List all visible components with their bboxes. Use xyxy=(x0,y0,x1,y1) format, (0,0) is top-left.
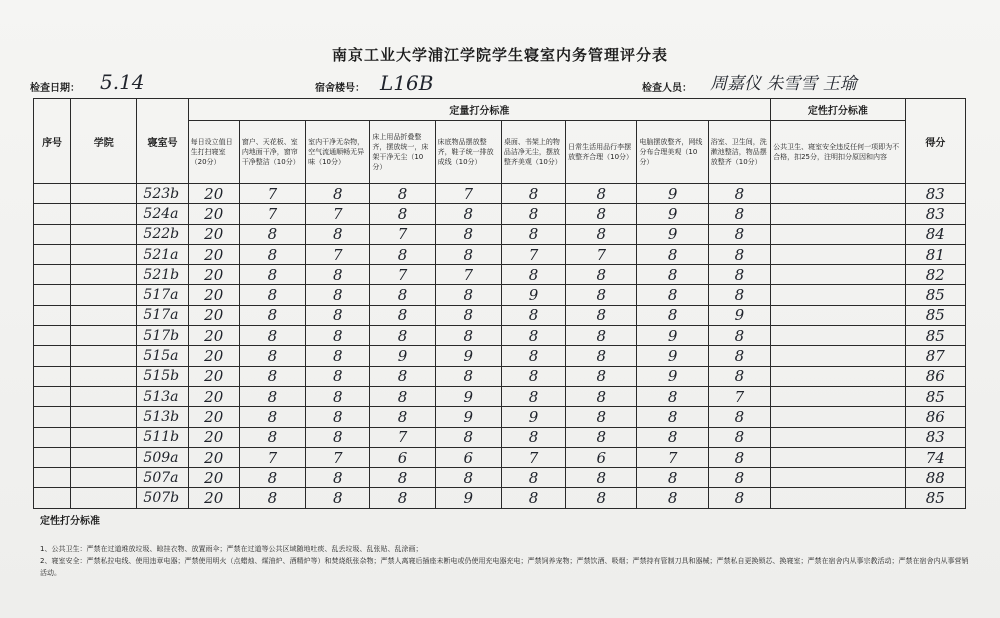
college-cell xyxy=(71,184,137,204)
qualitative-cell xyxy=(771,224,906,244)
room-cell: 509a xyxy=(137,447,188,467)
score-cell: 8 xyxy=(566,326,637,346)
score-cell: 9 xyxy=(637,326,708,346)
qualitative-cell xyxy=(771,184,906,204)
header-index: 序号 xyxy=(34,99,71,184)
score-cell: 8 xyxy=(566,265,637,285)
score-cell: 8 xyxy=(370,244,435,264)
info-row xyxy=(30,70,965,100)
score-cell: 8 xyxy=(566,204,637,224)
qualitative-cell xyxy=(771,386,906,406)
table-row xyxy=(34,305,966,325)
score-cell: 8 xyxy=(501,184,565,204)
score-cell: 8 xyxy=(637,305,708,325)
footer-notes xyxy=(40,512,970,579)
index-cell xyxy=(34,265,71,285)
room-cell: 517a xyxy=(137,285,188,305)
score-cell: 8 xyxy=(370,386,435,406)
criterion-header: 每日设立值日生打扫寝室（20分） xyxy=(188,121,239,184)
total-cell: 85 xyxy=(905,386,965,406)
score-cell: 8 xyxy=(501,305,565,325)
college-cell xyxy=(71,326,137,346)
index-cell xyxy=(34,407,71,427)
score-cell: 6 xyxy=(435,447,501,467)
table-row xyxy=(34,184,966,204)
table-row xyxy=(34,204,966,224)
college-cell xyxy=(71,285,137,305)
score-cell: 8 xyxy=(501,366,565,386)
qualitative-cell xyxy=(771,285,906,305)
qualitative-cell xyxy=(771,488,906,508)
total-cell: 85 xyxy=(905,326,965,346)
index-cell xyxy=(34,447,71,467)
score-cell: 8 xyxy=(637,244,708,264)
score-cell: 8 xyxy=(566,468,637,488)
score-cell: 20 xyxy=(188,386,239,406)
score-cell: 8 xyxy=(370,305,435,325)
score-cell: 8 xyxy=(435,285,501,305)
score-cell: 8 xyxy=(566,366,637,386)
score-cell: 8 xyxy=(501,468,565,488)
room-cell: 517b xyxy=(137,326,188,346)
score-cell: 8 xyxy=(708,326,770,346)
score-cell: 7 xyxy=(501,244,565,264)
table-row xyxy=(34,285,966,305)
score-cell: 8 xyxy=(435,366,501,386)
room-cell: 521b xyxy=(137,265,188,285)
total-cell: 83 xyxy=(905,184,965,204)
qualitative-cell xyxy=(771,346,906,366)
score-cell: 7 xyxy=(708,386,770,406)
table-row xyxy=(34,447,966,467)
room-cell: 515b xyxy=(137,366,188,386)
room-cell: 517a xyxy=(137,305,188,325)
score-cell: 9 xyxy=(370,346,435,366)
table-row xyxy=(34,468,966,488)
score-cell: 8 xyxy=(239,285,305,305)
footer-rule-safety: 2、寝室安全：严禁私拉电线、使用违章电器；严禁使用明火（点蜡烛、煤油炉、酒精炉等）和焚烧纸张杂物；严禁人离寝后插座未断电或仍使用充电器充电；严禁饲养宠物；严禁饮酒、吸烟；严禁持有管制刀具和器械；严禁私自更换锁芯、换寝室；严禁在宿舍内从事宗教活动；严禁在宿舍内从事营销活动。 xyxy=(40,557,969,577)
header-college: 学院 xyxy=(71,99,137,184)
score-cell: 8 xyxy=(306,488,370,508)
score-cell: 7 xyxy=(435,184,501,204)
index-cell xyxy=(34,285,71,305)
score-cell: 7 xyxy=(306,244,370,264)
criterion-header: 室内干净无杂物，空气流通顺畅无异味（10分） xyxy=(306,121,370,184)
total-cell: 83 xyxy=(905,427,965,447)
date-value: 5.14 xyxy=(100,70,145,94)
header-quantitative: 定量打分标准 xyxy=(188,99,770,121)
score-cell: 8 xyxy=(637,386,708,406)
table-row xyxy=(34,326,966,346)
header-qualitative: 定性打分标准 xyxy=(771,99,906,121)
score-cell: 8 xyxy=(306,265,370,285)
score-cell: 8 xyxy=(370,468,435,488)
college-cell xyxy=(71,488,137,508)
score-cell: 8 xyxy=(306,285,370,305)
score-cell: 7 xyxy=(370,427,435,447)
total-cell: 84 xyxy=(905,224,965,244)
dorm-value: L16B xyxy=(380,71,434,95)
total-cell: 85 xyxy=(905,488,965,508)
score-cell: 7 xyxy=(566,244,637,264)
college-cell xyxy=(71,386,137,406)
criterion-header: 桌面、书架上的物品洁净无尘，摆放整齐美观（10分） xyxy=(501,121,565,184)
score-cell: 8 xyxy=(566,184,637,204)
qualitative-cell xyxy=(771,447,906,467)
score-cell: 7 xyxy=(370,224,435,244)
total-cell: 82 xyxy=(905,265,965,285)
index-cell xyxy=(34,326,71,346)
score-cell: 9 xyxy=(637,366,708,386)
score-cell: 7 xyxy=(239,184,305,204)
score-cell: 8 xyxy=(435,224,501,244)
score-cell: 8 xyxy=(501,224,565,244)
qualitative-cell xyxy=(771,244,906,264)
score-cell: 8 xyxy=(370,488,435,508)
score-cell: 8 xyxy=(239,407,305,427)
score-cell: 20 xyxy=(188,184,239,204)
score-cell: 8 xyxy=(239,326,305,346)
room-cell: 513b xyxy=(137,407,188,427)
college-cell xyxy=(71,224,137,244)
score-table xyxy=(33,98,966,509)
score-cell: 8 xyxy=(239,265,305,285)
score-cell: 8 xyxy=(435,244,501,264)
score-cell: 8 xyxy=(306,366,370,386)
total-cell: 86 xyxy=(905,407,965,427)
table-row xyxy=(34,346,966,366)
date-label: 检查日期： xyxy=(30,83,80,94)
room-cell: 523b xyxy=(137,184,188,204)
criterion-header: 浴室、卫生间，洗漱池整洁，物品摆放整齐（10分） xyxy=(708,121,770,184)
score-cell: 8 xyxy=(566,407,637,427)
score-cell: 20 xyxy=(188,204,239,224)
score-cell: 8 xyxy=(239,346,305,366)
score-cell: 8 xyxy=(239,305,305,325)
index-cell xyxy=(34,244,71,264)
score-cell: 8 xyxy=(637,427,708,447)
score-cell: 8 xyxy=(435,326,501,346)
score-cell: 20 xyxy=(188,326,239,346)
score-cell: 8 xyxy=(637,468,708,488)
score-cell: 8 xyxy=(566,224,637,244)
index-cell xyxy=(34,204,71,224)
index-cell xyxy=(34,386,71,406)
score-cell: 7 xyxy=(435,265,501,285)
qualitative-cell xyxy=(771,305,906,325)
score-cell: 7 xyxy=(306,447,370,467)
score-cell: 8 xyxy=(637,265,708,285)
score-cell: 8 xyxy=(708,285,770,305)
score-cell: 9 xyxy=(637,346,708,366)
qualitative-cell xyxy=(771,204,906,224)
score-cell: 8 xyxy=(708,204,770,224)
total-cell: 87 xyxy=(905,346,965,366)
score-cell: 8 xyxy=(708,184,770,204)
room-cell: 524a xyxy=(137,204,188,224)
score-cell: 20 xyxy=(188,285,239,305)
score-cell: 8 xyxy=(637,285,708,305)
room-cell: 515a xyxy=(137,346,188,366)
score-cell: 7 xyxy=(239,204,305,224)
qualitative-cell xyxy=(771,326,906,346)
score-cell: 8 xyxy=(306,427,370,447)
score-cell: 8 xyxy=(435,204,501,224)
score-cell: 8 xyxy=(566,305,637,325)
score-cell: 8 xyxy=(239,427,305,447)
score-cell: 8 xyxy=(708,427,770,447)
score-cell: 8 xyxy=(708,224,770,244)
room-cell: 521a xyxy=(137,244,188,264)
score-cell: 8 xyxy=(239,386,305,406)
score-cell: 20 xyxy=(188,366,239,386)
score-cell: 8 xyxy=(306,224,370,244)
inspector-label: 检查人员： xyxy=(642,83,692,94)
score-cell: 8 xyxy=(306,407,370,427)
qualitative-cell xyxy=(771,468,906,488)
college-cell xyxy=(71,244,137,264)
index-cell xyxy=(34,184,71,204)
score-cell: 20 xyxy=(188,244,239,264)
score-cell: 8 xyxy=(637,407,708,427)
criterion-header: 公共卫生、寝室安全违反任何一项即为不合格，扣25分，注明扣分原因和内容 xyxy=(771,121,906,184)
score-cell: 8 xyxy=(306,184,370,204)
college-cell xyxy=(71,346,137,366)
table-row xyxy=(34,224,966,244)
total-cell: 74 xyxy=(905,447,965,467)
index-cell xyxy=(34,224,71,244)
table-row xyxy=(34,386,966,406)
score-cell: 9 xyxy=(435,488,501,508)
sheet-title: 南京工业大学浦江学院学生寝室内务管理评分表 xyxy=(331,46,668,64)
score-cell: 8 xyxy=(501,326,565,346)
college-cell xyxy=(71,265,137,285)
college-cell xyxy=(71,204,137,224)
score-cell: 8 xyxy=(370,184,435,204)
score-cell: 8 xyxy=(370,326,435,346)
total-cell: 85 xyxy=(905,285,965,305)
room-cell: 522b xyxy=(137,224,188,244)
score-cell: 8 xyxy=(435,427,501,447)
score-cell: 8 xyxy=(306,468,370,488)
score-cell: 8 xyxy=(566,488,637,508)
score-cell: 8 xyxy=(708,346,770,366)
score-cell: 20 xyxy=(188,468,239,488)
score-cell: 8 xyxy=(708,265,770,285)
score-cell: 20 xyxy=(188,488,239,508)
total-cell: 83 xyxy=(905,204,965,224)
score-cell: 9 xyxy=(435,346,501,366)
score-cell: 8 xyxy=(239,488,305,508)
criterion-header: 日常生活用品行李摆放整齐合理（10分） xyxy=(566,121,637,184)
score-cell: 8 xyxy=(708,468,770,488)
total-cell: 86 xyxy=(905,366,965,386)
score-cell: 8 xyxy=(501,427,565,447)
total-cell: 85 xyxy=(905,305,965,325)
score-cell: 8 xyxy=(708,488,770,508)
index-cell xyxy=(34,346,71,366)
score-cell: 7 xyxy=(370,265,435,285)
total-cell: 88 xyxy=(905,468,965,488)
score-cell: 20 xyxy=(188,346,239,366)
score-cell: 8 xyxy=(501,204,565,224)
qualitative-cell xyxy=(771,427,906,447)
score-cell: 20 xyxy=(188,407,239,427)
score-cell: 20 xyxy=(188,224,239,244)
score-cell: 9 xyxy=(435,407,501,427)
score-cell: 8 xyxy=(566,285,637,305)
score-cell: 8 xyxy=(306,386,370,406)
score-cell: 20 xyxy=(188,305,239,325)
college-cell xyxy=(71,468,137,488)
score-cell: 8 xyxy=(435,305,501,325)
score-cell: 8 xyxy=(708,244,770,264)
score-cell: 9 xyxy=(637,184,708,204)
room-cell: 507b xyxy=(137,488,188,508)
score-cell: 8 xyxy=(239,366,305,386)
dorm-label: 宿舍楼号： xyxy=(315,83,365,94)
score-cell: 9 xyxy=(501,285,565,305)
table-row xyxy=(34,265,966,285)
score-cell: 20 xyxy=(188,447,239,467)
score-cell: 8 xyxy=(637,488,708,508)
footer-rule-hygiene: 1、公共卫生：严禁在过道堆放垃圾、晾挂衣物、放置雨伞；严禁在过道等公共区域随地吐痰、乱丢垃圾、乱张贴、乱涂画； xyxy=(40,545,423,553)
score-cell: 8 xyxy=(370,407,435,427)
college-cell xyxy=(71,447,137,467)
score-cell: 6 xyxy=(370,447,435,467)
index-cell xyxy=(34,468,71,488)
score-cell: 8 xyxy=(435,468,501,488)
score-cell: 9 xyxy=(708,305,770,325)
score-cell: 7 xyxy=(637,447,708,467)
header-room: 寝室号 xyxy=(137,99,188,184)
score-cell: 8 xyxy=(306,346,370,366)
criterion-header: 窗户、天花板、室内地面干净，窗帘干净整洁（10分） xyxy=(239,121,305,184)
index-cell xyxy=(34,305,71,325)
index-cell xyxy=(34,427,71,447)
college-cell xyxy=(71,427,137,447)
score-cell: 7 xyxy=(239,447,305,467)
college-cell xyxy=(71,366,137,386)
score-cell: 20 xyxy=(188,427,239,447)
score-cell: 8 xyxy=(708,407,770,427)
criterion-header: 电脑摆放整齐，网线分布合理美观（10分） xyxy=(637,121,708,184)
table-row xyxy=(34,244,966,264)
college-cell xyxy=(71,407,137,427)
table-row xyxy=(34,488,966,508)
qualitative-cell xyxy=(771,407,906,427)
index-cell xyxy=(34,366,71,386)
score-cell: 9 xyxy=(637,224,708,244)
score-cell: 9 xyxy=(435,386,501,406)
score-cell: 8 xyxy=(370,204,435,224)
total-cell: 81 xyxy=(905,244,965,264)
criterion-header: 床上用品折叠整齐，摆放统一，床架干净无尘（10分） xyxy=(370,121,435,184)
score-cell: 8 xyxy=(306,305,370,325)
score-cell: 8 xyxy=(566,346,637,366)
room-cell: 507a xyxy=(137,468,188,488)
qualitative-cell xyxy=(771,366,906,386)
score-cell: 8 xyxy=(370,285,435,305)
college-cell xyxy=(71,305,137,325)
score-cell: 9 xyxy=(637,204,708,224)
header-score: 得分 xyxy=(905,99,965,184)
score-cell: 20 xyxy=(188,265,239,285)
score-cell: 8 xyxy=(566,386,637,406)
qualitative-cell xyxy=(771,265,906,285)
score-cell: 8 xyxy=(239,224,305,244)
criterion-header: 床底物品摆放整齐，鞋子统一排放成线（10分） xyxy=(435,121,501,184)
index-cell xyxy=(34,488,71,508)
room-cell: 513a xyxy=(137,386,188,406)
score-cell: 7 xyxy=(501,447,565,467)
score-cell: 8 xyxy=(239,468,305,488)
table-row xyxy=(34,366,966,386)
score-cell: 7 xyxy=(306,204,370,224)
score-cell: 8 xyxy=(370,366,435,386)
score-cell: 8 xyxy=(501,265,565,285)
inspector-value: 周嘉仪 朱雪雪 王瑜 xyxy=(710,74,857,94)
table-row xyxy=(34,427,966,447)
score-cell: 8 xyxy=(239,244,305,264)
room-cell: 511b xyxy=(137,427,188,447)
score-cell: 8 xyxy=(501,386,565,406)
score-cell: 8 xyxy=(501,488,565,508)
table-row xyxy=(34,407,966,427)
score-cell: 8 xyxy=(566,427,637,447)
score-cell: 9 xyxy=(501,407,565,427)
score-cell: 6 xyxy=(566,447,637,467)
score-cell: 8 xyxy=(306,326,370,346)
score-cell: 8 xyxy=(501,346,565,366)
footer-heading: 定性打分标准 xyxy=(40,516,100,527)
score-cell: 8 xyxy=(708,366,770,386)
score-cell: 8 xyxy=(708,447,770,467)
